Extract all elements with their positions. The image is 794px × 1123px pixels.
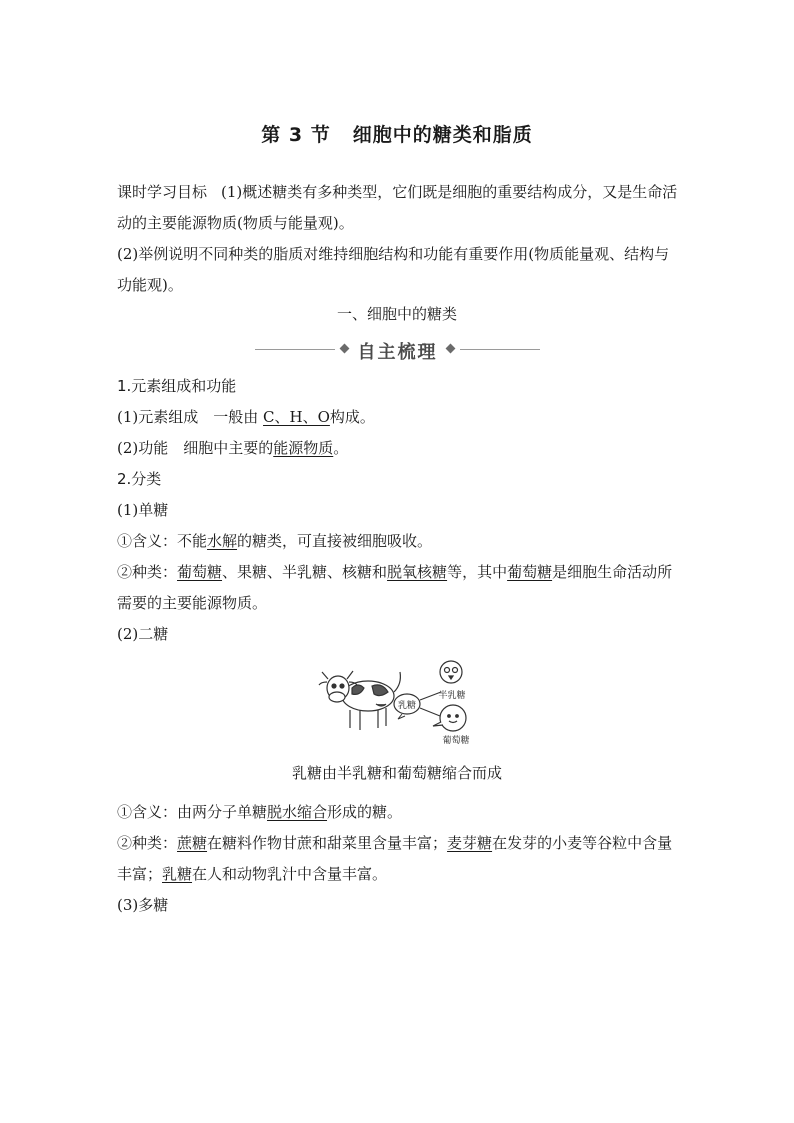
- answer-blank: 能源物质: [273, 439, 334, 457]
- text: ①含义：不能: [117, 532, 208, 550]
- answer-blank: 脱水缩合: [267, 803, 328, 821]
- paragraph-di-kinds: [117, 828, 679, 890]
- self-study-banner: [255, 338, 540, 362]
- item-heading: (2)二糖: [117, 625, 169, 643]
- item-heading: (3)多糖: [117, 896, 169, 914]
- text: (2)功能 细胞中主要的: [117, 439, 274, 457]
- paragraph-di-definition: [117, 797, 679, 828]
- section-number: 第 3 节: [261, 124, 331, 146]
- text: 在糖料作物甘蔗和甜菜里含量丰富；: [207, 834, 448, 852]
- learning-objectives: [117, 177, 679, 301]
- text: 等，其中: [447, 563, 508, 581]
- paragraph-function: [117, 433, 679, 464]
- answer-blank: 水解: [207, 532, 238, 550]
- paragraph-composition: [117, 402, 679, 433]
- galactose-chick-icon: [440, 661, 462, 683]
- section-title: 细胞中的糖类和脂质: [352, 124, 533, 146]
- content-part-1: [117, 371, 679, 650]
- banner-rule-right: [460, 349, 540, 350]
- answer-blank: 葡萄糖: [507, 563, 553, 581]
- text: 的糖类，可直接被细胞吸收。: [237, 532, 433, 550]
- text: ②种类：: [117, 834, 178, 852]
- answer-blank: 蔗糖: [177, 834, 208, 852]
- objectives-label: 课时学习目标: [117, 183, 208, 201]
- banner-title: 自主梳理: [357, 342, 438, 363]
- figure-caption: 乳糖由半乳糖和葡萄糖缩合而成: [291, 764, 502, 782]
- objective-1: (1)概述糖类有多种类型，它们既是细胞的重要结构成分，又是生命活动的主要能源物质(物质与能量观)。: [117, 183, 678, 232]
- answer-blank: C、H、O: [263, 408, 330, 426]
- glucose-bubble-icon: [433, 705, 466, 731]
- lactose-illustration: [316, 660, 482, 746]
- item-heading: (1)单糖: [117, 501, 169, 519]
- cow-icon: [319, 671, 400, 730]
- glucose-label: 葡萄糖: [442, 736, 470, 746]
- text: 形成的糖。: [327, 803, 403, 821]
- text: ②种类：: [117, 563, 178, 581]
- text: 、果糖、半乳糖、核糖和: [222, 563, 388, 581]
- text: (1)元素组成 一般由: [117, 408, 264, 426]
- text: 在人和动物乳汁中含量丰富。: [192, 865, 388, 883]
- lactose-bubble: [394, 694, 420, 719]
- section-heading: 一、细胞中的糖类: [336, 305, 457, 323]
- paragraph-mono-definition: [117, 526, 679, 557]
- subsection-heading: 2.分类: [117, 470, 162, 488]
- answer-blank: 脱氧核糖: [387, 563, 448, 581]
- text: 构成。: [329, 408, 375, 426]
- answer-blank: 乳糖: [162, 865, 193, 883]
- text: 在发芽的小麦等谷粒中含量丰富；: [117, 834, 673, 883]
- subsection-heading: 1.元素组成和功能: [117, 377, 237, 395]
- galactose-label: 半乳糖: [438, 691, 466, 701]
- objective-2: (2)举例说明不同种类的脂质对维持细胞结构和功能有重要作用(物质能量观、结构与功能观)。: [117, 245, 670, 294]
- lactose-label: 乳糖: [397, 701, 417, 711]
- text: 是细胞生命活动所需要的主要能源物质。: [117, 563, 673, 612]
- paragraph-mono-kinds: [117, 557, 679, 619]
- page-title: [0, 120, 794, 147]
- text: 。: [333, 439, 349, 457]
- answer-blank: 麦芽糖: [447, 834, 493, 852]
- content-part-2: [117, 797, 679, 921]
- text: ①含义：由两分子单糖: [117, 803, 268, 821]
- answer-blank: 葡萄糖: [177, 563, 223, 581]
